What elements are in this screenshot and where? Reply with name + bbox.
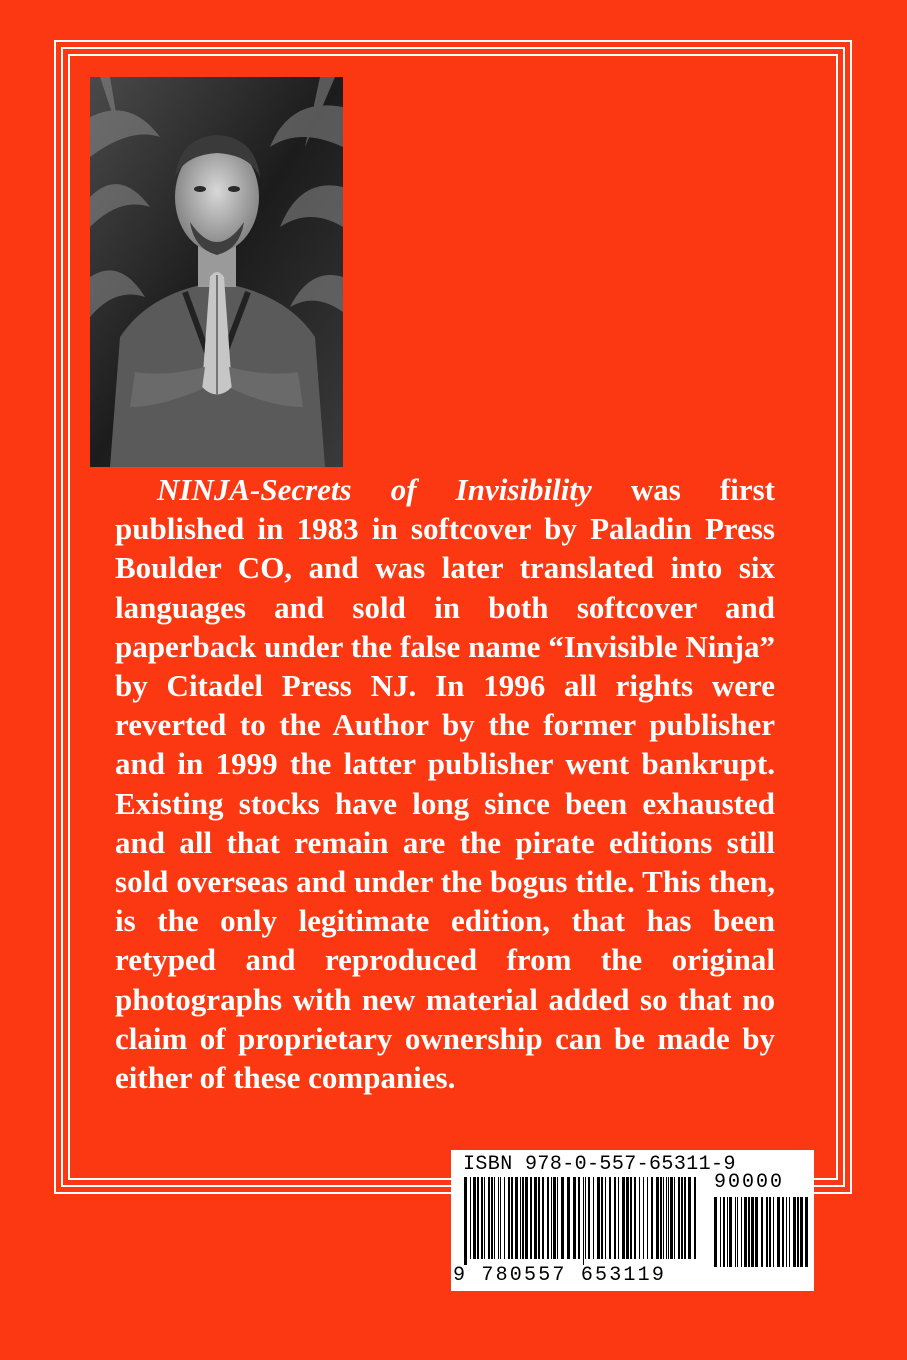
barcode-bar [663,1177,664,1259]
barcode-bar [782,1197,784,1267]
barcode-bar [511,1177,513,1259]
barcode-bar [748,1197,750,1267]
barcode-bar [597,1177,600,1259]
barcode-bar [464,1177,467,1265]
barcode-bar [723,1197,725,1267]
barcode-bar [678,1177,680,1259]
barcode-bar [573,1177,576,1259]
barcode-bar [656,1177,659,1259]
barcode-bar [666,1177,667,1259]
barcode-bar [614,1177,616,1259]
barcode-bar [588,1177,590,1259]
barcode-bar [634,1177,636,1259]
barcode-bar [651,1177,653,1259]
barcode-bar [583,1177,584,1265]
barcode-bar [727,1197,728,1267]
barcode-bar [567,1177,570,1259]
barcode-bar [530,1177,532,1259]
barcode-bar [626,1177,629,1259]
barcode-bar [751,1197,754,1267]
barcode-bar [593,1177,594,1259]
book-title: NINJA-Secrets of Invisibility [157,472,592,507]
barcode-bar [515,1177,518,1259]
barcode-bar [737,1197,738,1267]
barcode-bar [534,1177,537,1259]
barcode-bar [684,1177,686,1259]
barcode-bar [542,1177,544,1259]
barcode-bar [639,1177,640,1259]
barcode-bar [777,1197,780,1267]
price-addon-code: 90000 [714,1171,785,1194]
barcode-bar [547,1177,549,1259]
barcode-bar [609,1177,611,1259]
barcode-bar [729,1197,732,1267]
barcode-bar [494,1177,495,1259]
barcode-bar [668,1177,669,1259]
barcode-bar [551,1177,552,1259]
barcode-bar [797,1197,799,1267]
barcode-bar [735,1197,736,1267]
barcode-bar [805,1197,808,1267]
barcode-bar [793,1197,796,1267]
barcode-bar [769,1197,771,1267]
barcode-bar [538,1177,540,1259]
barcode-bar [504,1177,505,1259]
barcode-bar [773,1197,774,1267]
barcode-bar [766,1197,768,1267]
addon-barcode-bars [714,1197,810,1267]
barcode-bar [761,1197,763,1267]
barcode-bar [557,1177,558,1259]
barcode-bar [525,1177,528,1259]
isbn-barcode [451,1150,814,1291]
barcode-bar [578,1177,580,1259]
barcode-bar [630,1177,632,1259]
barcode-bar [647,1177,648,1259]
barcode-bar [484,1177,485,1259]
barcode-bar [694,1177,696,1259]
barcode-bar [508,1177,510,1259]
barcode-bar [660,1177,662,1259]
barcode-bar [520,1177,521,1259]
barcode-bar [601,1177,603,1259]
barcode-bar [643,1177,644,1259]
barcode-bar [674,1177,675,1259]
barcode-bar [470,1177,471,1259]
barcode-bar [800,1197,803,1267]
barcode-bar [500,1177,501,1259]
barcode-bar [688,1177,691,1259]
barcode-bar [786,1197,787,1267]
barcode-bar [741,1197,742,1267]
barcode-bar [670,1177,673,1259]
barcode-bar [498,1177,499,1259]
barcode-bar [522,1177,524,1259]
barcode-bar [720,1197,721,1267]
barcode-bar [618,1177,619,1259]
barcode-bar [491,1177,493,1259]
barcode-bar [477,1177,479,1259]
barcode-bar [605,1177,606,1259]
barcode-bar [744,1197,747,1267]
blurb-body: was first published in 1983 in softcover by Paladin Press Boulder CO, and was later translated into six languages and sold in both softcover and paperback under the false name “Invisible Ninja” by Citadel Press NJ. In 1996 all rights were reverted to the Author by the former publisher and in 1999 the latter publisher went bankrupt. Existing stocks have long since been exhausted and all that remain are the pirate editions still sold overseas and under the bogus title. This then, is the only legitimate edition, that has been retyped and reproduced from the original photographs with new material added so that no claim of proprietary ownership can be made by either of these companies. [115,472,775,1096]
barcode-bar [714,1197,717,1267]
barcode-bar [481,1177,483,1259]
barcode-bar [755,1197,758,1267]
barcode-bar [681,1177,683,1259]
barcode-bar [473,1177,476,1259]
barcode-bar [622,1177,625,1259]
barcode-bar [488,1177,490,1259]
barcode-bar [561,1177,564,1259]
isbn-label: ISBN 978-0-557-65311-9 [463,1153,736,1176]
back-cover-blurb [115,470,775,1097]
barcode-bar [585,1177,586,1259]
barcode-bar [553,1177,556,1259]
ean-number: 9 780557 653119 [453,1264,667,1287]
author-photo [90,77,343,467]
barcode-bar [789,1197,790,1267]
ean-barcode-bars [464,1177,699,1265]
